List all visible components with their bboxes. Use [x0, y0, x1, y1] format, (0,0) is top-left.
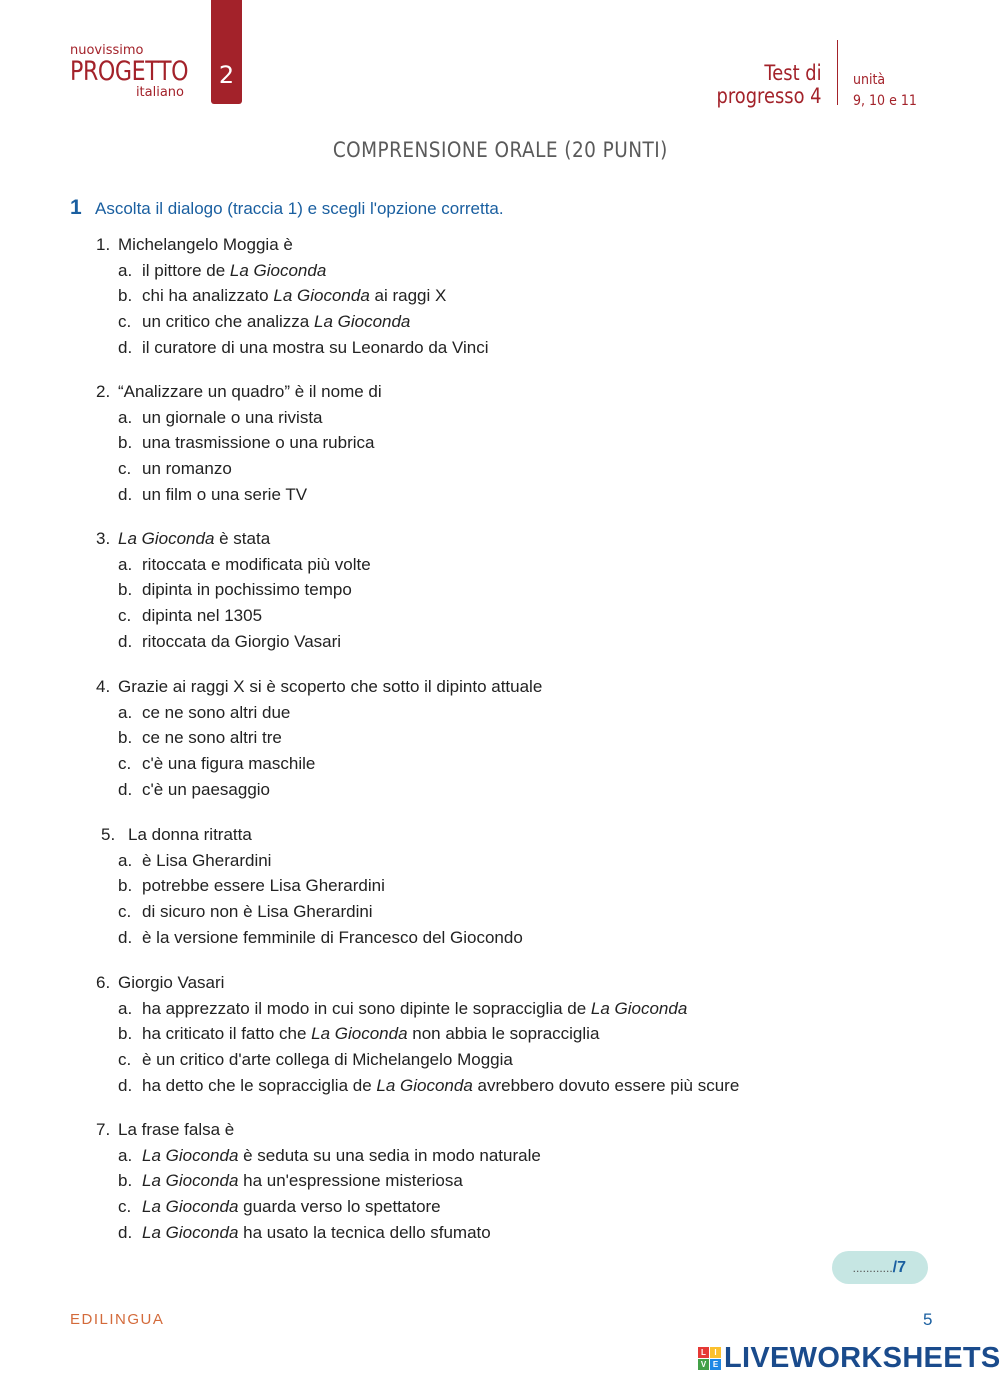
question-text: Michelangelo Moggia è [118, 235, 293, 254]
option-text: ce ne sono altri due [142, 703, 291, 722]
option-4-c[interactable] [118, 754, 315, 774]
option-text: ha detto che le sopracciglia de [142, 1076, 377, 1095]
icon-letter: L [698, 1347, 709, 1358]
option-1-c[interactable] [118, 312, 410, 332]
question-number: 2. [96, 382, 111, 401]
question-2 [96, 382, 382, 402]
option-text-italic: La Gioconda [142, 1146, 239, 1165]
unit-values: 9, 10 e 11 [853, 93, 917, 109]
option-text: dipinta nel 1305 [142, 606, 263, 625]
option-letter: b. [118, 580, 133, 599]
option-letter: a. [118, 261, 133, 280]
option-text-italic: La Gioconda [590, 999, 688, 1018]
option-7-a[interactable] [118, 1146, 541, 1166]
option-1-a[interactable] [118, 261, 326, 281]
option-text-italic: La Gioconda [313, 312, 411, 331]
option-text: c'è una figura maschile [142, 754, 316, 773]
option-text: ha apprezzato il modo in cui sono dipinte le sopracciglia de [142, 999, 591, 1018]
logo-main-text: PROGETTO [70, 56, 189, 87]
option-text: avrebbero dovuto essere più scure [472, 1076, 740, 1095]
option-text-italic: La Gioconda [229, 261, 327, 280]
page-number: 5 [923, 1310, 933, 1329]
question-1 [96, 235, 293, 255]
option-letter: d. [118, 485, 133, 504]
option-text-italic: La Gioconda [273, 286, 370, 305]
option-4-d[interactable] [118, 780, 270, 800]
exercise-number: 1 [70, 196, 82, 219]
question-text: La donna ritratta [128, 825, 252, 844]
option-text: chi ha analizzato [142, 286, 274, 305]
question-number: 1. [96, 235, 111, 254]
question-text: Giorgio Vasari [118, 973, 225, 992]
level-ribbon [211, 0, 242, 104]
option-text: potrebbe essere Lisa Gherardini [142, 876, 385, 895]
option-3-d[interactable] [118, 632, 341, 652]
option-3-a[interactable] [118, 555, 371, 575]
header-divider [837, 40, 838, 105]
option-6-a[interactable] [118, 999, 687, 1019]
option-letter: d. [118, 1076, 133, 1095]
option-letter: c. [118, 1050, 132, 1069]
icon-letter: I [710, 1347, 721, 1358]
option-text: ritoccata e modificata più volte [142, 555, 371, 574]
option-text: un critico che analizza [142, 312, 314, 331]
option-text: un film o una serie TV [142, 485, 308, 504]
score-total: /7 [892, 1259, 906, 1276]
option-letter: a. [118, 408, 133, 427]
option-letter: a. [118, 555, 133, 574]
icon-letter: V [698, 1359, 709, 1370]
publisher-logo: EDILINGUA [70, 1311, 165, 1328]
option-text: un giornale o una rivista [142, 408, 323, 427]
score-blank: ............ [852, 1261, 893, 1275]
option-letter: b. [118, 876, 133, 895]
option-3-c[interactable] [118, 606, 262, 626]
option-text: è un critico d'arte collega di Michelangelo Moggia [142, 1050, 513, 1069]
option-4-b[interactable] [118, 728, 282, 748]
question-text-italic: La Gioconda [118, 529, 215, 548]
level-number: 2 [218, 61, 235, 89]
option-5-b[interactable] [118, 876, 385, 896]
option-text: una trasmissione o una rubrica [142, 433, 375, 452]
series-logo [70, 44, 214, 100]
unit-info [853, 70, 917, 112]
option-6-c[interactable] [118, 1050, 513, 1070]
question-5 [101, 825, 252, 845]
option-1-d[interactable] [118, 338, 489, 358]
option-text: non abbia le sopracciglia [407, 1024, 600, 1043]
option-text: ai raggi X [369, 286, 447, 305]
option-text: guarda verso lo spettatore [238, 1197, 441, 1216]
option-text: è la versione femminile di Francesco del Giocondo [142, 928, 523, 947]
option-5-c[interactable] [118, 902, 373, 922]
option-2-b[interactable] [118, 433, 374, 453]
option-5-a[interactable] [118, 851, 271, 871]
option-letter: d. [118, 1223, 133, 1242]
liveworksheets-icon [698, 1347, 721, 1370]
question-number: 5. [101, 825, 116, 844]
option-text: ce ne sono altri tre [142, 728, 282, 747]
option-1-b[interactable] [118, 286, 446, 306]
option-text: di sicuro non è Lisa Gherardini [142, 902, 373, 921]
option-text: è Lisa Gherardini [142, 851, 272, 870]
question-text: è stata [214, 529, 271, 548]
option-letter: d. [118, 928, 133, 947]
option-letter: b. [118, 1171, 133, 1190]
option-letter: c. [118, 1197, 132, 1216]
option-letter: c. [118, 754, 132, 773]
exercise-instruction: Ascolta il dialogo (traccia 1) e scegli l'opzione corretta. [95, 199, 504, 218]
icon-letter: E [710, 1359, 721, 1370]
option-4-a[interactable] [118, 703, 290, 723]
option-letter: b. [118, 286, 133, 305]
option-6-d[interactable] [118, 1076, 739, 1096]
option-2-d[interactable] [118, 485, 307, 505]
option-letter: d. [118, 780, 133, 799]
option-text-italic: La Gioconda [142, 1223, 239, 1242]
question-7 [96, 1120, 234, 1140]
option-text: ritoccata da Giorgio Vasari [142, 632, 342, 651]
test-title [717, 62, 822, 108]
option-7-d[interactable] [118, 1223, 491, 1243]
option-text: ha criticato il fatto che [142, 1024, 312, 1043]
option-letter: b. [118, 433, 133, 452]
unit-label: unità [853, 72, 886, 88]
option-letter: a. [118, 999, 133, 1018]
option-letter: d. [118, 632, 133, 651]
option-text: il pittore de [142, 261, 230, 280]
option-letter: c. [118, 606, 132, 625]
question-text: La frase falsa è [118, 1120, 235, 1139]
watermark-text: LIVEWORKSHEETS [724, 1341, 1000, 1374]
option-letter: c. [118, 902, 132, 921]
logo-top-text: nuovissimo [70, 43, 144, 58]
option-letter: b. [118, 728, 133, 747]
option-text: è seduta su una sedia in modo naturale [238, 1146, 541, 1165]
option-text-italic: La Gioconda [142, 1171, 239, 1190]
option-2-c[interactable] [118, 459, 232, 479]
question-number: 7. [96, 1120, 111, 1139]
option-text: c'è un paesaggio [142, 780, 271, 799]
option-letter: c. [118, 312, 132, 331]
option-letter: a. [118, 1146, 133, 1165]
option-letter: b. [118, 1024, 133, 1043]
option-text-italic: La Gioconda [142, 1197, 239, 1216]
section-title-text: COMPRENSIONE ORALE (20 PUNTI) [332, 138, 668, 162]
question-3 [96, 529, 270, 549]
score-box[interactable] [832, 1251, 928, 1284]
question-6 [96, 973, 224, 993]
option-text-italic: La Gioconda [311, 1024, 408, 1043]
question-text: Grazie ai raggi X si è scoperto che sotto il dipinto attuale [118, 677, 543, 696]
question-number: 3. [96, 529, 111, 548]
option-text-italic: La Gioconda [376, 1076, 473, 1095]
option-7-c[interactable] [118, 1197, 441, 1217]
question-number: 4. [96, 677, 111, 696]
option-text: ha usato la tecnica dello sfumato [238, 1223, 491, 1242]
test-title-line1: Test di [764, 61, 822, 85]
option-text: ha un'espressione misteriosa [238, 1171, 463, 1190]
option-text: il curatore di una mostra su Leonardo da Vinci [142, 338, 489, 357]
test-title-line2: progresso 4 [716, 84, 822, 108]
option-5-d[interactable] [118, 928, 523, 948]
liveworksheets-watermark [698, 1343, 1000, 1373]
option-letter: c. [118, 459, 132, 478]
option-letter: a. [118, 851, 133, 870]
option-7-b[interactable] [118, 1171, 463, 1191]
option-text: dipinta in pochissimo tempo [142, 580, 352, 599]
option-6-b[interactable] [118, 1024, 599, 1044]
option-2-a[interactable] [118, 408, 323, 428]
option-3-b[interactable] [118, 580, 352, 600]
option-text: un romanzo [142, 459, 232, 478]
option-letter: d. [118, 338, 133, 357]
option-letter: a. [118, 703, 133, 722]
question-text: “Analizzare un quadro” è il nome di [118, 382, 382, 401]
section-title [0, 138, 1000, 162]
question-number: 6. [96, 973, 111, 992]
logo-bottom-text: italiano [135, 85, 184, 100]
question-4 [96, 677, 542, 697]
